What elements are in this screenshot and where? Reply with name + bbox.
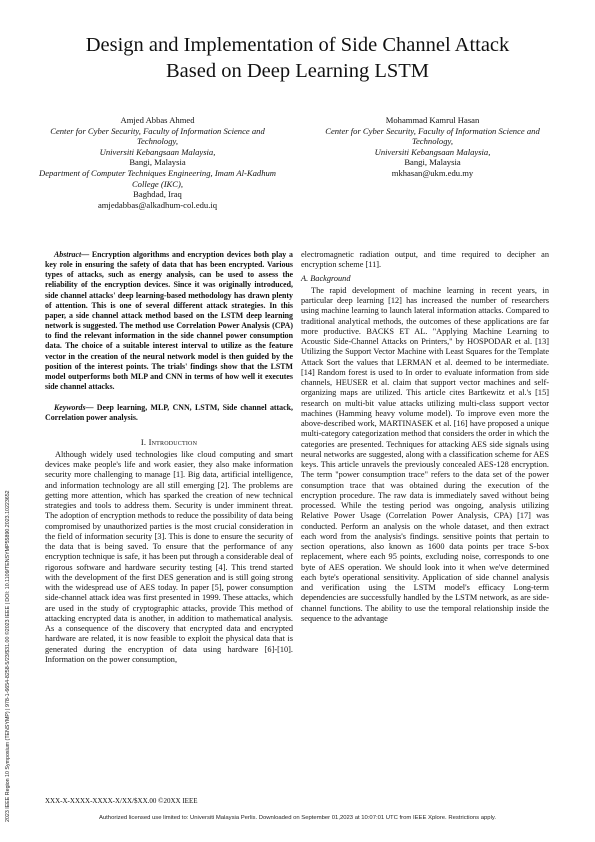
abstract-text: Encryption algorithms and encryption devices both play a key role in ensuring the safety of data that has been encrypted. Various types of attacks, such as energy analysis, can be used to assess the reliability of the encryption devices. Since it was originally introduced, side channel attacks' deep learning-based methodology has drawn plenty of attention. This is one of several different attack strategies. In this paper, a side channel attack method based on the LSTM deep learning network is suggested. The method use Correlation Power Analysis (CPA) to find the relevant information in the side channel power consumption data. The choice of a suitable interest interval to utilize as the feature vector in the creation of the neural network model is then guided by the position of the interest points. The trials' findings show that the LSTM model outperforms both MLP and CNN in terms of how well it executes side channel attacks. <box>45 250 293 392</box>
doi-sidebar: 2023 IEEE Region 10 Symposium (TENSYMP) | 978-1-6654-8258-5/23/$31.00 ©2023 IEEE | DOI: 10.1109/TENSYMP55890.2023.10223652 <box>5 490 11 822</box>
keywords-text: Deep learning, MLP, CNN, LSTM, Side channel attack, Correlation power analysis. <box>45 403 293 423</box>
author-city: Bangi, Malaysia <box>129 157 186 168</box>
subsection-label: A. <box>301 273 309 283</box>
keywords-label: Keywords <box>54 403 86 413</box>
section-number: I. <box>140 436 147 447</box>
author-city: Bangi, Malaysia <box>404 157 461 168</box>
subsection-title: Background <box>310 273 351 283</box>
license-notice: Authorized licensed use limited to: Universiti Malaysia Perlis. Downloaded on September 01,2023 at 10:07:01 UTC from IEEE Xplore. Restrictions apply. <box>98 815 497 821</box>
author-university: Universiti Kebangsaan Malaysia, <box>374 146 491 157</box>
background-paragraph: The rapid development of machine learning in recent years, in particular deep learning [12] has increased the number of researchers using machine learning to launch lateral information attacks. Compared to traditional analytical methods, the outcomes of these applications are far more productive. BACKS ET AL. "Applying Machine Learning to Acoustic Side-Channel Attacks on Printers," by HOSPODAR et al. [13] Utilizing the Support Vector Machine with Least Squares for the Template Attack Sort the values that LERMAN et al. deemed to be intermediate. [14] Random forest is used to In order to evaluate information from side channels, HEUSER et al. claim that support vector machines and self-organizing maps are utilized. This article cites Bartkewitz et al.'s [15] research on multi-bit value attacks utilizing multi-class support vector machines (Hamming heavy volume model). To improve even more the above-described work, MARTINASEK et al. [16] have proposed a unique multi-category categorization method that considers the order in which the categories are presented. Techniques for attacking AES side signals using neural networks are suggested, along with a classification scheme for AES keys. This article unravels the previously concealed AES-128 encryption. The term "power consumption trace" refers to the data set of the power consumption trace that was obtained during the execution of the encryption procedure. The raw data is immediately saved without being processed. While the testing period was ongoing, analysis utilizing Relative Power Usage (Correlation Power Analysis, CPA) [17] was conducted. Perform an analysis on the whole dataset, and then extract each word from the analysis's findings. sensitive points that pertain to section operations, also known as 1600 data points per trace S-box replacement, where each 95 points, excluding noise, corresponds to one byte of AES operation. We should look into it when we've determined each byte's operational sensitivity. Application of side channel analysis and verification using the LSTM model's efficacy Long-term dependencies are successfully handled by the LSTM network, as are side-channel functions. The ability to use the temporal relationship inside the sequence to the advantage <box>301 285 549 623</box>
author-affiliation: Center for Cyber Security, Faculty of Information Science and Technology, <box>325 125 540 147</box>
subsection-heading-background <box>301 274 549 284</box>
title-line-2: Based on Deep Learning LSTM <box>165 60 430 82</box>
title-line-1: Design and Implementation of Side Channel Attack <box>85 34 510 56</box>
author-email: mkhasan@ukm.edu.my <box>391 167 474 178</box>
copyright-footer: XXX-X-XXXX-XXXX-X/XX/$XX.00 ©20XX IEEE <box>45 797 198 805</box>
keywords-dash: — <box>85 403 94 413</box>
author-block-2 <box>310 115 555 179</box>
continued-paragraph: electromagnetic radiation output, and time required to decipher an encryption scheme [11]. <box>301 250 549 270</box>
abstract-label: Abstract <box>54 250 82 259</box>
section-heading-introduction <box>45 437 293 447</box>
author-name: Mohammad Kamrul Hasan <box>385 115 480 125</box>
author-affiliation-2: Department of Computer Techniques Engineering, Imam Al-Kadhum College (IKC), <box>38 167 277 189</box>
keywords <box>45 403 293 423</box>
author-university: Universiti Kebangsaan Malaysia, <box>99 146 216 157</box>
author-block-1 <box>35 115 280 210</box>
right-column <box>301 250 549 624</box>
author-name: Amjed Abbas Ahmed <box>120 115 195 125</box>
author-email: amjedabbas@alkadhum-col.edu.iq <box>97 199 218 210</box>
author-city-2: Baghdad, Iraq <box>133 189 182 200</box>
section-title: Introduction <box>148 436 198 447</box>
author-affiliation: Center for Cyber Security, Faculty of Information Science and Technology, <box>50 125 265 147</box>
abstract <box>45 250 293 392</box>
introduction-paragraph: Although widely used technologies like cloud computing and smart devices make people's life and work easier, they also make information security more challenging to manage [1]. Big data, artificial intelligence, and information technology are all still emerging [2]. The problems are getting more attention, which has sparked the creation of new technical strategies and tools to address them. Security is under imminent threat. The adoption of encryption methods to reduce the possibility of data being compromised by unauthorized parties is the most crucial consideration in the field of information security [3]. This is done to ensure the security of the data that is being saved. To ensure that the performance of any encryption technique is safe, it has been put through a considerable deal of rigorous software and hardware security testing [4]. This trend started with the development of the first DES generation and is still going strong with the widespread use of AES today. In paper [5], power consumption side-channel attack idea was first presented in 1999. These attacks, which are used in the study of cryptographic attacks, provide This method of attacking encrypted data is another, in addition to mathematical analysis. As a consequence of the discovery that encrypted data and encrypted hardware are related, it is now feasible to exploit the physical data that is generated during the encryption of data using hardware [6]-[10]. Information on the power consumption, <box>45 449 293 664</box>
abstract-dash: — <box>81 250 90 259</box>
left-column <box>45 250 293 665</box>
paper-title <box>40 32 555 84</box>
